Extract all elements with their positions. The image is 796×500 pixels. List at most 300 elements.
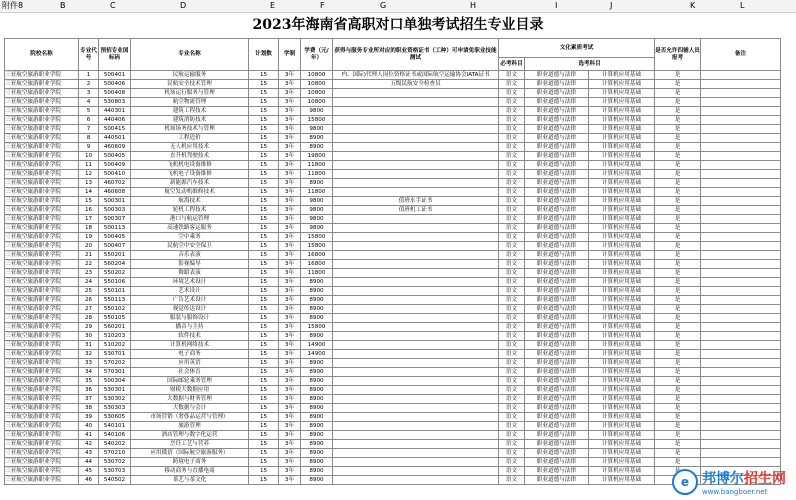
cell-name[interactable]: 环境艺术设计 [131, 278, 249, 287]
cell-school[interactable]: 三亚航空旅游职业学院 [5, 98, 79, 107]
cell-school[interactable]: 三亚航空旅游职业学院 [5, 341, 79, 350]
cell-elective-2[interactable]: 计算机应用基础 [589, 422, 655, 431]
table-row[interactable] [5, 125, 781, 134]
cell-elective-1[interactable]: 职业道德与法律 [525, 467, 589, 476]
table-row[interactable] [5, 305, 781, 314]
table-row[interactable] [5, 449, 781, 458]
table-row[interactable] [5, 476, 781, 485]
cell-school[interactable]: 三亚航空旅游职业学院 [5, 359, 79, 368]
cell-elective-2[interactable]: 计算机应用基础 [589, 260, 655, 269]
cell-seq[interactable]: 27 [79, 305, 99, 314]
cell-duration[interactable]: 3年 [279, 359, 301, 368]
cell-elective-1[interactable]: 职业道德与法律 [525, 287, 589, 296]
cell-school[interactable]: 三亚航空旅游职业学院 [5, 287, 79, 296]
cell-cert[interactable] [333, 332, 499, 341]
cell-seq[interactable]: 29 [79, 323, 99, 332]
cell-elective-1[interactable]: 职业道德与法律 [525, 197, 589, 206]
cell-name[interactable]: 大数据与会计 [131, 404, 249, 413]
cell-remark[interactable] [701, 170, 781, 179]
cell-fee[interactable]: 14900 [301, 350, 333, 359]
cell-elective-1[interactable]: 职业道德与法律 [525, 458, 589, 467]
cell-elective-2[interactable]: 计算机应用基础 [589, 98, 655, 107]
cell-seq[interactable]: 19 [79, 233, 99, 242]
cell-allow[interactable]: 是 [655, 278, 701, 287]
cell-required[interactable]: 语文 [499, 125, 525, 134]
cell-elective-1[interactable]: 职业道德与法律 [525, 179, 589, 188]
cell-fee[interactable]: 8900 [301, 179, 333, 188]
cell-seq[interactable]: 13 [79, 179, 99, 188]
cell-seq[interactable]: 15 [79, 197, 99, 206]
cell-required[interactable]: 语文 [499, 332, 525, 341]
cell-name[interactable]: 应用英语 [131, 359, 249, 368]
cell-name[interactable]: 广告艺术设计 [131, 296, 249, 305]
cell-cert[interactable] [333, 260, 499, 269]
cell-fee[interactable]: 9800 [301, 224, 333, 233]
cell-school[interactable]: 三亚航空旅游职业学院 [5, 134, 79, 143]
cell-seq[interactable]: 16 [79, 206, 99, 215]
cell-cert[interactable] [333, 107, 499, 116]
cell-fee[interactable]: 10800 [301, 71, 333, 80]
cell-required[interactable]: 语文 [499, 422, 525, 431]
cell-allow[interactable]: 是 [655, 233, 701, 242]
cell-cert[interactable] [333, 341, 499, 350]
cell-name[interactable]: 服装与服饰设计 [131, 314, 249, 323]
table-row[interactable] [5, 404, 781, 413]
cell-elective-1[interactable]: 职业道德与法律 [525, 98, 589, 107]
cell-remark[interactable] [701, 359, 781, 368]
cell-elective-1[interactable]: 职业道德与法律 [525, 161, 589, 170]
cell-plan[interactable]: 15 [249, 278, 279, 287]
table-row[interactable] [5, 233, 781, 242]
cell-plan[interactable]: 15 [249, 197, 279, 206]
cell-name[interactable]: 航空物流管理 [131, 98, 249, 107]
cell-school[interactable]: 三亚航空旅游职业学院 [5, 476, 79, 485]
cell-required[interactable]: 语文 [499, 161, 525, 170]
cell-name[interactable]: 新能源汽车技术 [131, 179, 249, 188]
cell-elective-2[interactable]: 计算机应用基础 [589, 80, 655, 89]
cell-duration[interactable]: 3年 [279, 71, 301, 80]
cell-plan[interactable]: 15 [249, 449, 279, 458]
cell-elective-2[interactable]: 计算机应用基础 [589, 206, 655, 215]
cell-plan[interactable]: 15 [249, 314, 279, 323]
cell-name[interactable]: 民航空中安全保卫 [131, 242, 249, 251]
cell-cert[interactable] [333, 305, 499, 314]
cell-remark[interactable] [701, 89, 781, 98]
cell-code[interactable]: 540202 [99, 440, 131, 449]
cell-seq[interactable]: 17 [79, 215, 99, 224]
cell-duration[interactable]: 3年 [279, 215, 301, 224]
cell-duration[interactable]: 3年 [279, 188, 301, 197]
cell-allow[interactable]: 是 [655, 179, 701, 188]
cell-name[interactable]: 计算机网络技术 [131, 341, 249, 350]
cell-duration[interactable]: 3年 [279, 341, 301, 350]
cell-name[interactable]: 大数据与财务管理 [131, 395, 249, 404]
cell-remark[interactable] [701, 242, 781, 251]
cell-fee[interactable]: 9800 [301, 107, 333, 116]
cell-remark[interactable] [701, 107, 781, 116]
cell-code[interactable]: 530301 [99, 386, 131, 395]
cell-remark[interactable] [701, 269, 781, 278]
cell-plan[interactable]: 15 [249, 242, 279, 251]
cell-allow[interactable]: 是 [655, 269, 701, 278]
cell-name[interactable]: 轮机工程技术 [131, 206, 249, 215]
table-row[interactable] [5, 440, 781, 449]
cell-elective-1[interactable]: 职业道德与法律 [525, 116, 589, 125]
cell-elective-2[interactable]: 计算机应用基础 [589, 431, 655, 440]
cell-required[interactable]: 语文 [499, 116, 525, 125]
cell-elective-1[interactable]: 职业道德与法律 [525, 107, 589, 116]
cell-fee[interactable]: 8900 [301, 305, 333, 314]
cell-school[interactable]: 三亚航空旅游职业学院 [5, 305, 79, 314]
cell-name[interactable]: 建筑消防技术 [131, 116, 249, 125]
cell-code[interactable]: 460608 [99, 188, 131, 197]
cell-plan[interactable]: 15 [249, 260, 279, 269]
cell-name[interactable]: 电子商务 [131, 350, 249, 359]
cell-remark[interactable] [701, 161, 781, 170]
table-row[interactable] [5, 143, 781, 152]
cell-plan[interactable]: 15 [249, 143, 279, 152]
cell-school[interactable]: 三亚航空旅游职业学院 [5, 233, 79, 242]
cell-seq[interactable]: 34 [79, 368, 99, 377]
cell-allow[interactable]: 是 [655, 332, 701, 341]
cell-cert[interactable] [333, 413, 499, 422]
cell-name[interactable]: 社会体育 [131, 368, 249, 377]
cell-remark[interactable] [701, 116, 781, 125]
cell-fee[interactable]: 8900 [301, 278, 333, 287]
cell-school[interactable]: 三亚航空旅游职业学院 [5, 107, 79, 116]
cell-remark[interactable] [701, 413, 781, 422]
cell-duration[interactable]: 3年 [279, 314, 301, 323]
cell-code[interactable]: 500410 [99, 170, 131, 179]
cell-cert[interactable] [333, 251, 499, 260]
cell-allow[interactable]: 是 [655, 287, 701, 296]
table-row[interactable] [5, 359, 781, 368]
cell-name[interactable]: 民航安全技术管理 [131, 80, 249, 89]
cell-plan[interactable]: 15 [249, 368, 279, 377]
cell-seq[interactable]: 46 [79, 476, 99, 485]
cell-code[interactable]: 540101 [99, 422, 131, 431]
cell-seq[interactable]: 44 [79, 458, 99, 467]
cell-code[interactable]: 550202 [99, 269, 131, 278]
cell-name[interactable]: 视觉传达设计 [131, 305, 249, 314]
cell-school[interactable]: 三亚航空旅游职业学院 [5, 332, 79, 341]
cell-duration[interactable]: 3年 [279, 404, 301, 413]
table-row[interactable] [5, 278, 781, 287]
cell-required[interactable]: 语文 [499, 476, 525, 485]
cell-school[interactable]: 三亚航空旅游职业学院 [5, 314, 79, 323]
cell-remark[interactable] [701, 215, 781, 224]
cell-remark[interactable] [701, 251, 781, 260]
table-row[interactable] [5, 224, 781, 233]
cell-seq[interactable]: 31 [79, 341, 99, 350]
cell-elective-2[interactable]: 计算机应用基础 [589, 134, 655, 143]
cell-allow[interactable]: 是 [655, 440, 701, 449]
table-row[interactable] [5, 269, 781, 278]
cell-code[interactable]: 530701 [99, 350, 131, 359]
cell-required[interactable]: 语文 [499, 134, 525, 143]
cell-cert[interactable] [333, 395, 499, 404]
cell-code[interactable]: 570210 [99, 449, 131, 458]
cell-fee[interactable]: 11800 [301, 161, 333, 170]
table-row[interactable] [5, 98, 781, 107]
cell-school[interactable]: 三亚航空旅游职业学院 [5, 161, 79, 170]
cell-code[interactable]: 530703 [99, 467, 131, 476]
cell-school[interactable]: 三亚航空旅游职业学院 [5, 224, 79, 233]
cell-remark[interactable] [701, 332, 781, 341]
cell-code[interactable]: 440406 [99, 116, 131, 125]
cell-fee[interactable]: 8900 [301, 476, 333, 485]
cell-duration[interactable]: 3年 [279, 260, 301, 269]
cell-elective-1[interactable]: 职业道德与法律 [525, 251, 589, 260]
cell-duration[interactable]: 3年 [279, 197, 301, 206]
cell-name[interactable]: 移动商务与直播电商 [131, 467, 249, 476]
cell-elective-2[interactable]: 计算机应用基础 [589, 287, 655, 296]
cell-name[interactable]: 音乐表演 [131, 251, 249, 260]
cell-required[interactable]: 语文 [499, 80, 525, 89]
cell-elective-2[interactable]: 计算机应用基础 [589, 71, 655, 80]
cell-remark[interactable] [701, 98, 781, 107]
cell-plan[interactable]: 15 [249, 206, 279, 215]
cell-required[interactable]: 语文 [499, 179, 525, 188]
cell-cert[interactable] [333, 368, 499, 377]
cell-plan[interactable]: 15 [249, 350, 279, 359]
cell-elective-1[interactable]: 职业道德与法律 [525, 404, 589, 413]
cell-required[interactable]: 语文 [499, 449, 525, 458]
cell-elective-1[interactable]: 职业道德与法律 [525, 341, 589, 350]
cell-school[interactable]: 三亚航空旅游职业学院 [5, 278, 79, 287]
cell-elective-2[interactable]: 计算机应用基础 [589, 188, 655, 197]
cell-required[interactable]: 语文 [499, 197, 525, 206]
cell-elective-2[interactable]: 计算机应用基础 [589, 395, 655, 404]
cell-code[interactable]: 500405 [99, 152, 131, 161]
cell-cert[interactable] [333, 476, 499, 485]
cell-elective-2[interactable]: 计算机应用基础 [589, 332, 655, 341]
cell-elective-2[interactable]: 计算机应用基础 [589, 341, 655, 350]
cell-code[interactable]: 500407 [99, 242, 131, 251]
cell-required[interactable]: 语文 [499, 359, 525, 368]
cell-duration[interactable]: 3年 [279, 125, 301, 134]
cell-name[interactable]: 飞机机电设备维修 [131, 161, 249, 170]
cell-plan[interactable]: 15 [249, 125, 279, 134]
cell-elective-2[interactable]: 计算机应用基础 [589, 305, 655, 314]
cell-elective-2[interactable]: 计算机应用基础 [589, 170, 655, 179]
cell-plan[interactable]: 15 [249, 395, 279, 404]
cell-seq[interactable]: 38 [79, 404, 99, 413]
cell-elective-2[interactable]: 计算机应用基础 [589, 359, 655, 368]
cell-seq[interactable]: 5 [79, 107, 99, 116]
cell-duration[interactable]: 3年 [279, 233, 301, 242]
cell-name[interactable]: 国际邮轮乘务管理 [131, 377, 249, 386]
cell-allow[interactable]: 是 [655, 152, 701, 161]
cell-duration[interactable]: 3年 [279, 323, 301, 332]
cell-remark[interactable] [701, 296, 781, 305]
cell-seq[interactable]: 35 [79, 377, 99, 386]
table-row[interactable] [5, 89, 781, 98]
cell-elective-1[interactable]: 职业道德与法律 [525, 422, 589, 431]
cell-code[interactable]: 550201 [99, 251, 131, 260]
cell-name[interactable]: 建筑工程技术 [131, 107, 249, 116]
cell-plan[interactable]: 15 [249, 269, 279, 278]
cell-cert[interactable] [333, 98, 499, 107]
cell-cert[interactable] [333, 125, 499, 134]
table-row[interactable] [5, 188, 781, 197]
cell-allow[interactable]: 是 [655, 89, 701, 98]
cell-cert[interactable] [333, 233, 499, 242]
cell-elective-1[interactable]: 职业道德与法律 [525, 260, 589, 269]
cell-name[interactable]: 航海技术 [131, 197, 249, 206]
cell-elective-2[interactable]: 计算机应用基础 [589, 386, 655, 395]
cell-elective-2[interactable]: 计算机应用基础 [589, 440, 655, 449]
table-row[interactable] [5, 386, 781, 395]
cell-duration[interactable]: 3年 [279, 431, 301, 440]
cell-fee[interactable]: 8900 [301, 422, 333, 431]
cell-cert[interactable] [333, 269, 499, 278]
cell-cert[interactable]: 五级民航安全检查员 [333, 80, 499, 89]
cell-fee[interactable]: 11800 [301, 269, 333, 278]
cell-cert[interactable]: 值班水手证书 [333, 197, 499, 206]
cell-cert[interactable] [333, 152, 499, 161]
cell-name[interactable]: 播音与主持 [131, 323, 249, 332]
cell-duration[interactable]: 3年 [279, 278, 301, 287]
cell-remark[interactable] [701, 458, 781, 467]
cell-elective-1[interactable]: 职业道德与法律 [525, 440, 589, 449]
cell-elective-2[interactable]: 计算机应用基础 [589, 143, 655, 152]
cell-elective-2[interactable]: 计算机应用基础 [589, 350, 655, 359]
cell-seq[interactable]: 33 [79, 359, 99, 368]
cell-plan[interactable]: 15 [249, 305, 279, 314]
cell-code[interactable]: 540502 [99, 476, 131, 485]
cell-fee[interactable]: 15800 [301, 242, 333, 251]
cell-required[interactable]: 语文 [499, 251, 525, 260]
table-row[interactable] [5, 413, 781, 422]
cell-fee[interactable]: 9800 [301, 197, 333, 206]
cell-allow[interactable]: 是 [655, 296, 701, 305]
cell-elective-2[interactable]: 计算机应用基础 [589, 458, 655, 467]
cell-name[interactable]: 工程造价 [131, 134, 249, 143]
cell-plan[interactable]: 15 [249, 179, 279, 188]
cell-duration[interactable]: 3年 [279, 440, 301, 449]
cell-elective-1[interactable]: 职业道德与法律 [525, 152, 589, 161]
cell-elective-2[interactable]: 计算机应用基础 [589, 116, 655, 125]
cell-elective-2[interactable]: 计算机应用基础 [589, 89, 655, 98]
cell-remark[interactable] [701, 440, 781, 449]
cell-code[interactable]: 510203 [99, 332, 131, 341]
cell-duration[interactable]: 3年 [279, 287, 301, 296]
cell-cert[interactable] [333, 458, 499, 467]
cell-elective-2[interactable]: 计算机应用基础 [589, 161, 655, 170]
cell-seq[interactable]: 12 [79, 170, 99, 179]
cell-allow[interactable]: 是 [655, 314, 701, 323]
cell-remark[interactable] [701, 341, 781, 350]
cell-elective-1[interactable]: 职业道德与法律 [525, 449, 589, 458]
cell-required[interactable]: 语文 [499, 260, 525, 269]
cell-cert[interactable] [333, 215, 499, 224]
cell-duration[interactable]: 3年 [279, 170, 301, 179]
cell-allow[interactable]: 是 [655, 449, 701, 458]
cell-plan[interactable]: 15 [249, 107, 279, 116]
cell-code[interactable]: 550113 [99, 296, 131, 305]
table-row[interactable] [5, 80, 781, 89]
cell-elective-1[interactable]: 职业道德与法律 [525, 206, 589, 215]
table-row[interactable] [5, 179, 781, 188]
cell-code[interactable]: 560201 [99, 323, 131, 332]
cell-code[interactable]: 570301 [99, 368, 131, 377]
cell-required[interactable]: 语文 [499, 206, 525, 215]
cell-required[interactable]: 语文 [499, 152, 525, 161]
cell-cert[interactable] [333, 431, 499, 440]
cell-remark[interactable] [701, 224, 781, 233]
cell-cert[interactable] [333, 188, 499, 197]
cell-elective-1[interactable]: 职业道德与法律 [525, 188, 589, 197]
cell-school[interactable]: 三亚航空旅游职业学院 [5, 179, 79, 188]
cell-school[interactable]: 三亚航空旅游职业学院 [5, 413, 79, 422]
cell-required[interactable]: 语文 [499, 404, 525, 413]
cell-school[interactable]: 三亚航空旅游职业学院 [5, 206, 79, 215]
cell-remark[interactable] [701, 305, 781, 314]
cell-cert[interactable] [333, 170, 499, 179]
cell-cert[interactable] [333, 377, 499, 386]
cell-name[interactable]: 市场营销（奢侈品运营与管理） [131, 413, 249, 422]
cell-code[interactable]: 500406 [99, 80, 131, 89]
cell-plan[interactable]: 15 [249, 134, 279, 143]
cell-fee[interactable]: 8900 [301, 359, 333, 368]
cell-school[interactable]: 三亚航空旅游职业学院 [5, 152, 79, 161]
cell-school[interactable]: 三亚航空旅游职业学院 [5, 422, 79, 431]
cell-cert[interactable] [333, 143, 499, 152]
cell-plan[interactable]: 15 [249, 377, 279, 386]
cell-code[interactable]: 550102 [99, 305, 131, 314]
cell-elective-1[interactable]: 职业道德与法律 [525, 224, 589, 233]
cell-school[interactable]: 三亚航空旅游职业学院 [5, 197, 79, 206]
cell-fee[interactable]: 14900 [301, 341, 333, 350]
cell-plan[interactable]: 15 [249, 188, 279, 197]
cell-elective-2[interactable]: 计算机应用基础 [589, 224, 655, 233]
cell-allow[interactable]: 是 [655, 107, 701, 116]
cell-fee[interactable]: 19800 [301, 152, 333, 161]
cell-cert[interactable] [333, 440, 499, 449]
cell-plan[interactable]: 15 [249, 431, 279, 440]
cell-seq[interactable]: 39 [79, 413, 99, 422]
cell-fee[interactable]: 8900 [301, 368, 333, 377]
cell-allow[interactable]: 是 [655, 143, 701, 152]
cell-seq[interactable]: 36 [79, 386, 99, 395]
cell-fee[interactable]: 8900 [301, 386, 333, 395]
cell-seq[interactable]: 6 [79, 116, 99, 125]
cell-elective-2[interactable]: 计算机应用基础 [589, 107, 655, 116]
cell-fee[interactable]: 8900 [301, 413, 333, 422]
table-row[interactable] [5, 152, 781, 161]
cell-school[interactable]: 三亚航空旅游职业学院 [5, 125, 79, 134]
cell-allow[interactable]: 是 [655, 422, 701, 431]
cell-code[interactable]: 570202 [99, 359, 131, 368]
cell-plan[interactable]: 15 [249, 89, 279, 98]
cell-required[interactable]: 语文 [499, 143, 525, 152]
cell-cert[interactable] [333, 350, 499, 359]
cell-duration[interactable]: 3年 [279, 251, 301, 260]
cell-code[interactable]: 550101 [99, 287, 131, 296]
cell-plan[interactable]: 15 [249, 458, 279, 467]
table-row[interactable] [5, 206, 781, 215]
cell-required[interactable]: 语文 [499, 350, 525, 359]
cell-required[interactable]: 语文 [499, 467, 525, 476]
table-row[interactable] [5, 161, 781, 170]
cell-duration[interactable]: 3年 [279, 377, 301, 386]
cell-cert[interactable] [333, 89, 499, 98]
cell-remark[interactable] [701, 206, 781, 215]
cell-elective-2[interactable]: 计算机应用基础 [589, 278, 655, 287]
cell-cert[interactable]: 内、国际)代理人岗位资格证书或国际航空运输协会IATA证书 [333, 71, 499, 80]
cell-cert[interactable] [333, 116, 499, 125]
